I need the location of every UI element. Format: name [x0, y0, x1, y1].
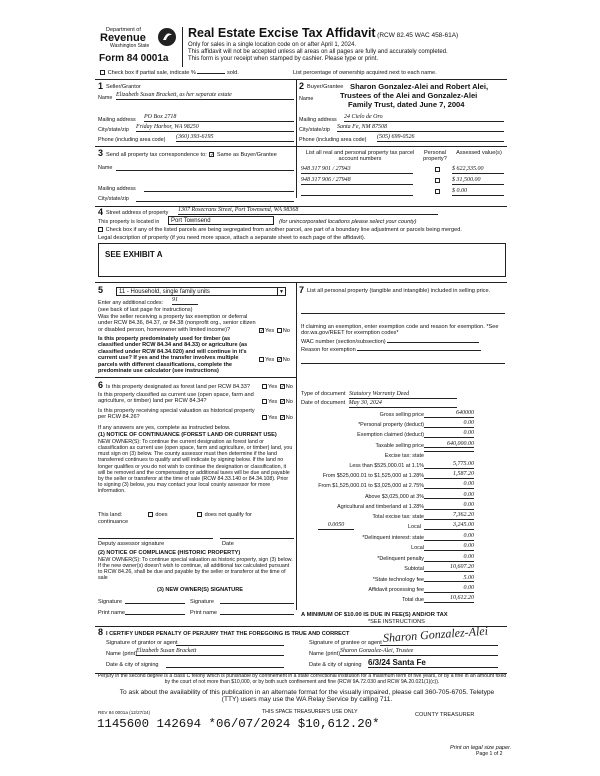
historic-yes-label: Yes	[268, 415, 278, 421]
signature-label-1: Signature	[98, 599, 122, 605]
tax-line-label: Less than $525,000.01 at 1.1%	[349, 462, 424, 469]
tax-calc-lines	[300, 410, 504, 522]
seller-phone-label: Phone (including area code)	[98, 137, 166, 143]
section3-mailing-field[interactable]	[144, 191, 294, 192]
signature-label-2: Signature	[190, 599, 214, 605]
page-number: Page 1 of 2	[476, 751, 503, 757]
tax-line-label: From $525,000.01 to $1,525,000 at 1.28%	[322, 473, 424, 480]
historic-no-checkbox[interactable]	[280, 415, 285, 420]
timber-answer	[258, 357, 290, 363]
tax-line-value[interactable]: 0.00	[424, 492, 474, 500]
partial-sale-row	[99, 70, 239, 76]
legal-paper-note: Print on legal size paper.	[450, 745, 512, 751]
additional-codes-label: Enter any additional codes:	[98, 300, 164, 306]
grantee-signature-field[interactable]	[380, 645, 498, 646]
assessed-value-1[interactable]: $ 622,335.00	[452, 166, 504, 174]
segregated-label: Check box if any of the listed parcels are being segregated from another parcel, are part of a boundary line adjustment or parcels being merged.	[105, 227, 462, 233]
land-use-select[interactable]	[116, 287, 286, 296]
grantee-name-label: Name (print)	[309, 651, 341, 657]
tax-line-label: *Delinquent penalty	[377, 555, 424, 562]
ownership-pct-label: List percentage of ownership acquired next to each name.	[293, 70, 437, 76]
rev-code: REV 84 0001a (12/27/24)	[98, 710, 151, 715]
grantee-name-field[interactable]: Sharon Gonzalez-Alei, Trustee	[340, 648, 498, 656]
personal-property-field[interactable]	[301, 313, 505, 314]
timber-yes-checkbox[interactable]	[259, 357, 264, 362]
classified-yes-checkbox[interactable]	[262, 399, 267, 404]
tax-line-label: *Personal property (deduct)	[358, 422, 424, 429]
legal-description-text: SEE EXHIBIT A	[105, 250, 163, 259]
tax-line-label: Total excise tax: state	[372, 513, 424, 520]
tax-line-row	[300, 512, 504, 522]
new-owner-print-2[interactable]	[220, 614, 294, 615]
same-as-buyer-checkbox[interactable]	[209, 152, 214, 157]
tax-correspondence-label: Send all property tax correspondence to:	[106, 152, 207, 158]
located-in-note: (for unincorporated locations please select your county)	[279, 219, 417, 225]
print-name-label-1: Print name	[98, 610, 126, 616]
section3-city-label: City/state/zip	[98, 196, 129, 202]
new-owner-signature-heading: (3) NEW OWNER(S) SIGNATURE	[157, 587, 243, 593]
chevron-down-icon: ▼	[277, 288, 285, 296]
street-address-label: Street address of property	[106, 210, 169, 216]
tax-line-value[interactable]: 5,775.00	[424, 461, 474, 469]
does-not-qualify-label: does not qualify for	[204, 512, 252, 518]
tax-line-row	[300, 451, 504, 461]
sold-label: sold.	[227, 70, 239, 76]
reason-row	[301, 347, 481, 353]
tax-line-value[interactable]: 0.00	[424, 502, 474, 510]
classified-no-checkbox[interactable]	[280, 399, 285, 404]
reason-field[interactable]	[357, 350, 481, 351]
local-tax-label: Local	[408, 524, 421, 530]
tax-line-row	[300, 502, 504, 512]
seller-name-field[interactable]: Elizabeth Susan Brackett, as her separate estate	[116, 92, 294, 100]
tax-line-label: Total due	[402, 597, 424, 604]
tax-line-value[interactable]: 640000	[424, 410, 474, 418]
minimum-note: A MINIMUM OF $10.00 IS DUE IN FEE(S) AND/OR TAX	[301, 612, 448, 618]
additional-codes-field[interactable]: 91	[172, 297, 198, 305]
notice2-title: (2) NOTICE OF COMPLIANCE (HISTORIC PROPERTY)	[98, 550, 241, 556]
grantor-signature-field[interactable]	[176, 645, 284, 646]
personal-property-checkbox-2[interactable]	[435, 178, 440, 183]
historic-answer	[261, 415, 293, 421]
certify-row: 8 I CERTIFY UNDER PENALTY OF PERJURY THAT THE FOREGOING IS TRUE AND CORRECT	[98, 627, 350, 637]
tax-line-label: From $1,525,000.01 to $3,025,000 at 2.75%	[318, 483, 424, 490]
tax-line-row	[300, 533, 504, 543]
doc-type-label: Type of document	[301, 391, 346, 397]
tax-line-value[interactable]: 640,000.00	[424, 441, 474, 449]
buyer-phone-field[interactable]: (505) 699-0526	[377, 134, 504, 142]
does-checkbox[interactable]	[148, 512, 153, 517]
see-instructions-note: *SEE INSTRUCTIONS	[368, 619, 425, 625]
seller-phone-field[interactable]: (360) 393-6195	[176, 134, 294, 142]
parcel-number-3[interactable]	[301, 195, 413, 196]
exemption-no-label: No	[282, 328, 290, 334]
seller-city-field[interactable]: Friday Harbor, WA 98250	[136, 124, 294, 132]
forest-no-checkbox[interactable]	[280, 384, 285, 389]
timber-no-label: No	[282, 357, 290, 363]
wac-number-row	[301, 339, 479, 345]
deputy-date-field[interactable]	[220, 538, 294, 539]
tax-line-label: Local	[411, 545, 424, 552]
exemption-answer	[258, 328, 290, 334]
grantor-date-label: Date & city of signing	[106, 662, 159, 668]
tax-line-value[interactable]: 0.00	[424, 481, 474, 489]
doc-type-row	[301, 391, 457, 399]
tax-line-row	[300, 564, 504, 574]
buyer-mailing-label: Mailing address	[299, 117, 337, 123]
section3-name-label: Name	[98, 165, 113, 171]
dept-line1: Department of	[106, 27, 141, 33]
tax-line-value[interactable]: 0.00	[424, 543, 474, 551]
does-not-qualify-checkbox[interactable]	[197, 512, 202, 517]
section3-city-field[interactable]	[136, 201, 294, 202]
partial-sale-checkbox[interactable]	[100, 70, 105, 75]
new-owner-signature-2[interactable]	[220, 603, 294, 604]
tax-line-row	[300, 575, 504, 585]
forest-yes-checkbox[interactable]	[262, 384, 267, 389]
tax-line-row	[300, 461, 504, 471]
partial-sale-label: Check box if partial sale, indicate %	[107, 70, 196, 76]
perjury-notice: Perjury in the second degree is a class C felony which is punishable by confinement in a state correctional institution for a maximum term of five years, or by a fine in an amount fixed by the court of not more than $10,000, or by both such confinement and fine (RCW 9A.72.030 and RCW 9A.20.021(1)(c)).	[97, 673, 507, 685]
tax-line-label: Agricultural and timberland at 1.28%	[337, 503, 424, 510]
tax-line-label: Above $3,025,000 at 3%	[364, 493, 424, 500]
ada-notice: To ask about the availability of this publication in an alternate format for the visually impaired, please call 360-705-6705. Teletype (TTY) users may use the WA Relay Service by calling 711.	[119, 689, 495, 704]
local-rate-field[interactable]: 0.0050	[318, 522, 354, 530]
grantor-date-field[interactable]	[166, 667, 284, 668]
print-name-label-2: Print name	[190, 610, 218, 616]
grantee-date-field[interactable]: 6/3/24 Santa Fe	[368, 658, 498, 668]
grantee-sig-label: Signature of grantee or agent	[309, 640, 382, 646]
tax-calc-lines-2	[300, 533, 504, 606]
tax-line-value[interactable]: 5.00	[424, 575, 474, 583]
historic-no-label: No	[285, 415, 293, 421]
segregated-row	[98, 227, 462, 233]
see-list-note: (see back of last page for instructions)	[98, 307, 193, 313]
exemption-yes-checkbox[interactable]	[259, 328, 264, 333]
form-rcw: (RCW 82.45 WAC 458-61A)	[377, 32, 459, 39]
deputy-signature-label: Deputy assessor signature	[98, 541, 165, 547]
tax-line-value[interactable]: 0.00	[424, 585, 474, 593]
buyer-heading: Buyer/Grantee	[307, 84, 344, 90]
doc-date-field[interactable]: May 30, 2024	[349, 400, 457, 408]
personal-property-checkbox-1[interactable]	[435, 167, 440, 172]
parcel-number-1[interactable]: 948 317 901 / 27943	[301, 166, 413, 174]
tax-line-value[interactable]: 0.00	[424, 554, 474, 562]
tax-line-value[interactable]: 10,607.20	[424, 564, 474, 572]
form-title-text: Real Estate Excise Tax Affidavit	[188, 26, 376, 40]
tax-line-row	[300, 471, 504, 481]
same-as-buyer-label: Same as Buyer/Grantee	[216, 152, 277, 158]
buyer-city-label: City/state/zip	[299, 127, 330, 133]
buyer-phone-label: Phone (including area code)	[299, 137, 367, 143]
treasurer-use-label: THIS SPACE TREASURER'S USE ONLY	[262, 709, 358, 715]
exemption-question: Was the seller receiving a property tax exemption or deferral under RCW 84.36, 84.37, or 84.38 (nonprofit org., senior citizen or disabled person, homeowner with limited income)?	[98, 314, 256, 333]
answers-note: If any answers are yes, complete as instructed below.	[98, 425, 231, 431]
tax-line-label: Affidavit processing fee	[368, 586, 424, 593]
assessed-value-2[interactable]: $ 31,500.00	[452, 177, 504, 185]
county-treasurer-label: COUNTY TREASURER	[415, 712, 475, 718]
assessed-value-header: Assessed value(s)	[456, 150, 502, 156]
located-in-label: This property is located in	[98, 219, 160, 225]
tax-line-row	[300, 420, 504, 430]
timber-no-checkbox[interactable]	[277, 357, 282, 362]
section3-name-field[interactable]	[116, 170, 294, 171]
local-tax-value[interactable]: 3,245.00	[424, 522, 474, 530]
legal-description-box[interactable]	[98, 243, 506, 277]
personal-property-header: Personal property?	[423, 150, 447, 163]
tax-line-row	[300, 585, 504, 595]
does-label: does	[155, 512, 168, 518]
tax-line-row	[300, 595, 504, 605]
exemption-claim-label: If claiming an exemption, enter exemption code and reason for exemption. *See dor.wa.gov/REET for exemption codes*	[301, 324, 499, 337]
grantee-date-label: Date & city of signing	[309, 662, 362, 668]
parcel-number-2[interactable]: 948 317 906 / 27948	[301, 177, 413, 185]
tax-line-row	[300, 554, 504, 564]
tax-line-label: Gross selling price	[379, 412, 424, 418]
this-land-label: This land:	[98, 512, 123, 518]
tax-line-value[interactable]: 0.00	[424, 420, 474, 428]
doc-type-field[interactable]: Statutory Warranty Deed	[349, 391, 457, 399]
tax-line-row	[300, 492, 504, 502]
tax-line-value[interactable]: 0.00	[424, 430, 474, 438]
header-note3: This form is your receipt when stamped by cashier. Please type or print.	[188, 56, 379, 62]
buyer-name-line2[interactable]: Trustees of the Alei and Gonzalez-Alei	[340, 91, 478, 100]
notice1-title: (1) NOTICE OF CONTINUANCE (FOREST LAND OR CURRENT USE)	[98, 432, 277, 438]
tax-line-label: Excise tax: state	[384, 452, 424, 459]
tax-line-label: *Delinquent interest: state	[362, 535, 424, 541]
wac-number-field[interactable]	[387, 342, 479, 343]
personal-property-checkbox-3[interactable]	[435, 189, 440, 194]
header-note1: Only for sales in a single location code on or after April 1, 2024.	[188, 42, 357, 48]
notice1-text: NEW OWNER(S): To continue the current designation as forest land or classification as current use (open space, farm and agriculture, or timber) land, you must sign on (3) below. The county assessor must then determine if the land transferred continues to qualify and will indicate by signing below. If the land no longer qualifies or you do not wish to continue the designation or classification, it will be removed and the compensating or additional taxes will be due and payable by the seller or transferor at the time of sale (RCW 84.33.140 or 84.34.108). Prior to signing (3) below, you may contact your local county assessor for more information.	[98, 439, 293, 495]
buyer-name-line3[interactable]: Family Trust, dated June 7, 2004	[348, 100, 465, 109]
form-number: Form 84 0001a	[99, 53, 169, 64]
doc-date-label: Date of document	[301, 400, 346, 406]
doc-date-row	[301, 400, 457, 408]
forest-yes-label: Yes	[268, 384, 278, 390]
tax-line-value[interactable]: 10,612.20	[424, 595, 474, 603]
local-tax-row	[300, 522, 504, 532]
seller-heading: Seller/Grantor	[106, 84, 141, 90]
land-use-value: 11 - Household, single family units	[119, 289, 210, 295]
assessed-value-3[interactable]: $ 0.00	[452, 188, 504, 196]
seller-mailing-label: Mailing address	[98, 117, 136, 123]
tax-line-label: Taxable selling price	[375, 442, 424, 449]
seller-name-label: Name	[98, 95, 113, 101]
tax-line-row	[300, 441, 504, 451]
exemption-yes-label: Yes	[265, 328, 275, 334]
section3-label	[106, 152, 277, 158]
tax-line-value[interactable]: 0.00	[424, 533, 474, 541]
dept-line3: Washington State	[110, 43, 150, 49]
classified-answer	[261, 399, 293, 405]
parcel-header: List all real and personal property tax parcel account numbers	[305, 150, 415, 163]
tax-line-value[interactable]: 1,587.20	[424, 471, 474, 479]
buyer-name-label: Name	[299, 96, 314, 102]
buyer-name-line1[interactable]: Sharon Gonzalez-Alei and Robert Alei,	[350, 82, 489, 91]
seller-city-label: City/state/zip	[98, 127, 129, 133]
street-address-field[interactable]: 1307 Rosecrans Street, Port Townsend, WA 98368	[178, 207, 438, 215]
classified-question: Is this property classified as current use (open space, farm and agriculture, or timber) land per RCW 84.34?	[98, 392, 254, 405]
tax-line-label: Exemption claimed (deduct)	[357, 432, 424, 439]
tax-line-value[interactable]	[424, 451, 474, 452]
forest-answer	[261, 384, 293, 390]
exemption-no-checkbox[interactable]	[277, 328, 282, 333]
dept-line2: Revenue	[100, 32, 146, 44]
treasurer-stamp: 1145600 142694 *06/07/2024 $10,612.20*	[97, 717, 380, 731]
segregated-checkbox[interactable]	[98, 227, 103, 232]
new-owner-print-1[interactable]	[125, 614, 185, 615]
form-title	[188, 26, 458, 40]
header-note2: This affidavit will not be accepted unless all areas on all pages are fully and accurately completed.	[188, 49, 448, 55]
deputy-date-label: Date	[222, 541, 234, 547]
notice2-text: NEW OWNER(S): To continue special valuation as historic property, sign (3) below. If the new owner(s) doesn't wish to continue, all additional tax calculated pursuant to RCW 84.26, shall be due and payable by the seller or transferor at the time of sale	[98, 557, 293, 582]
timber-yes-label: Yes	[265, 357, 275, 363]
located-in-select[interactable]: Port Townsend	[168, 216, 274, 225]
certify-text: I CERTIFY UNDER PENALTY OF PERJURY THAT THE FOREGOING IS TRUE AND CORRECT	[106, 631, 350, 637]
deputy-signature-field[interactable]	[98, 538, 213, 539]
grantor-name-field[interactable]: Elizabeth Susan Brackett	[136, 648, 284, 656]
tax-line-label: Subtotal	[404, 566, 424, 573]
historic-question: Is this property receiving special valuation as historical property per RCW 84.26?	[98, 408, 255, 421]
buyer-city-field[interactable]: Santa Fe, NM 87508	[337, 124, 504, 132]
grantor-sig-label: Signature of grantor or agent	[106, 640, 178, 646]
buyer-mailing-field[interactable]: 24 Cielo de Oro	[344, 114, 504, 122]
tax-line-label: *State technology fee	[372, 576, 424, 583]
personal-property-label: List all personal property (tangible and intangible) included in selling price.	[307, 288, 491, 294]
legal-description-label: Legal description of property (if you need more space, attach a separate sheet to each page of the affidavit).	[98, 235, 366, 241]
section3-mailing-label: Mailing address	[98, 186, 136, 192]
forest-no-label: No	[285, 384, 293, 390]
classified-no-label: No	[285, 399, 293, 405]
tax-line-row	[300, 430, 504, 440]
this-land-row	[98, 512, 252, 518]
seller-mailing-field[interactable]: PO Box 2718	[144, 114, 294, 122]
grantor-name-label: Name (print)	[106, 651, 138, 657]
classified-yes-label: Yes	[268, 399, 278, 405]
tax-line-row	[300, 410, 504, 420]
historic-yes-checkbox[interactable]	[262, 415, 267, 420]
tax-line-value[interactable]: 7,362.20	[424, 512, 474, 520]
dor-swirl-icon	[157, 27, 177, 47]
tax-line-row	[300, 543, 504, 553]
reason-label: Reason for exemption	[301, 347, 356, 353]
new-owner-signature-1[interactable]	[125, 603, 185, 604]
continuance-label: continuance	[98, 519, 129, 525]
timber-question: Is this property predominately used for timber (as classified under RCW 84.34 and 84.33) or agriculture (as classified under RCW 84.34.020) and will continue in it's current use? If yes and the transfer involves multiple parcels with different classifications, complete the predominate use calculator (see instructions)	[98, 336, 248, 375]
forest-question: Is this property designated as forest land per RCW 84.33?	[106, 384, 250, 390]
wac-number-label: WAC number (section/subsection)	[301, 339, 386, 345]
grantee-signature-image: Sharon Gonzalez-Alei	[382, 623, 489, 645]
tax-line-row	[300, 481, 504, 491]
